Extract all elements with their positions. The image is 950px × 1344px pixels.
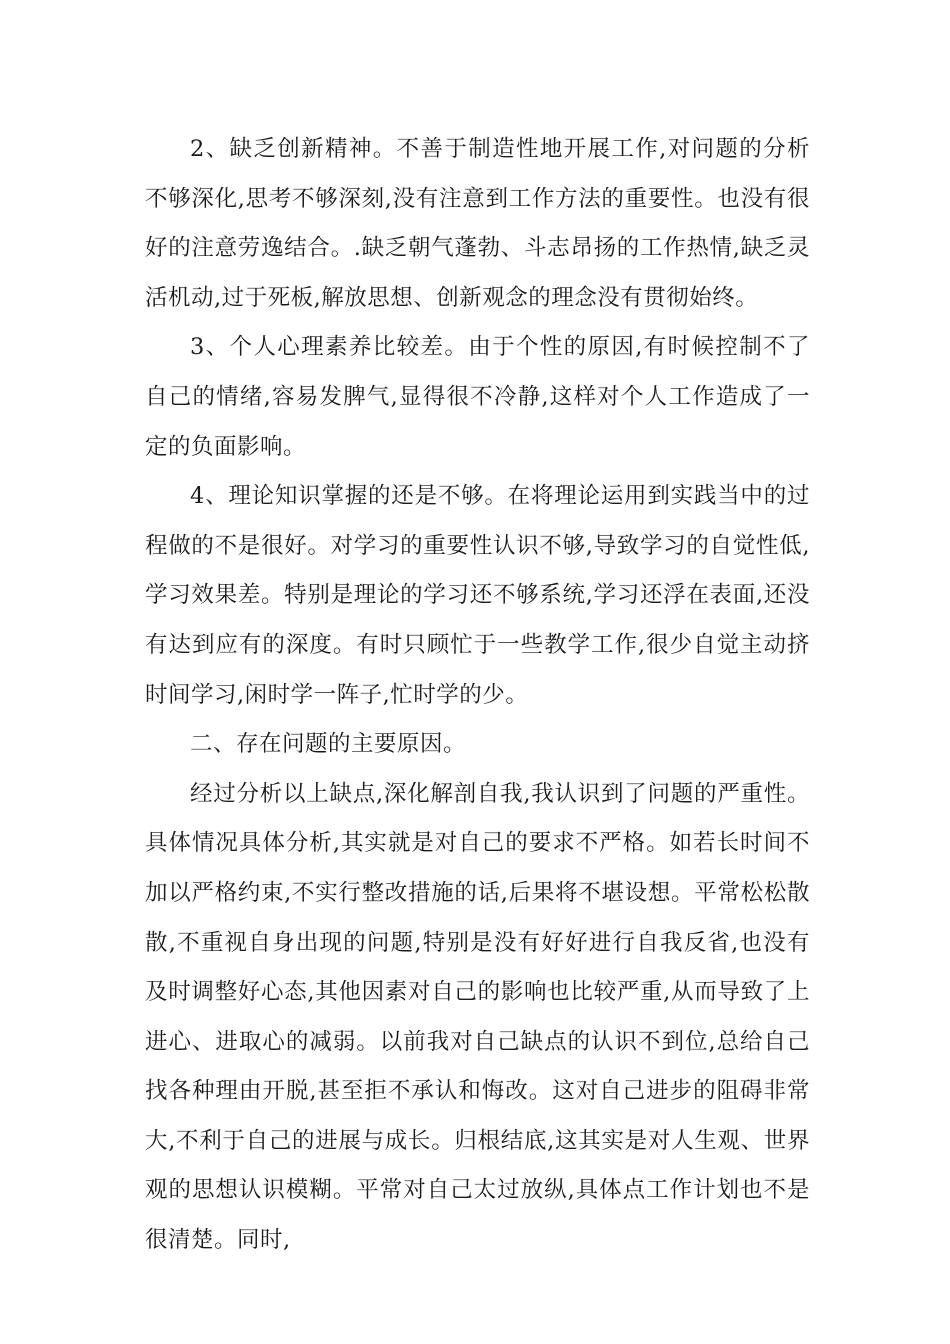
paragraph-innovation: 2、缺乏创新精神。不善于制造性地开展工作,对问题的分析不够深化,思考不够深刻,没有注意到工作方法的重要性。也没有很好的注意劳逸结合。.缺乏朝气蓬勃、斗志昂扬的工作热情,缺乏灵活机动,过于死板,解放思想、创新观念的理念没有贯彻始终。 [145,136,810,311]
paragraph-psychology: 3、个人心理素养比较差。由于个性的原因,有时候控制不了自己的情绪,容易发脾气,显得很不冷静,这样对个人工作造成了一定的负面影响。 [145,334,810,460]
document-body [145,125,810,1266]
section-heading-causes: 二、存在问题的主要原因。 [190,731,467,758]
paragraph-theory: 4、理论知识掌握的还是不够。在将理论运用到实践当中的过程做的不是很好。对学习的重要性认识不够,导致学习的自觉性低,学习效果差。特别是理论的学习还不够系统,学习还浮在表面,还没有达到应有的深度。有时只顾忙于一些教学工作,很少自觉主动挤时间学习,闲时学一阵子,忙时学的少。 [145,483,810,708]
paragraph-analysis: 经过分析以上缺点,深化解剖自我,我认识到了问题的严重性。具体情况具体分析,其实就是对自己的要求不严格。如若长时间不加以严格约束,不实行整改措施的话,后果将不堪设想。平常松松散散,不重视自身出现的问题,特别是没有好好进行自我反省,也没有及时调整好心态,其他因素对自己的影响也比较严重,从而导致了上进心、进取心的减弱。以前我对自己缺点的认识不到位,总给自己找各种理由开脱,甚至拒不承认和悔改。这对自己进步的阻碍非常大,不利于自己的进展与成长。归根结底,这其实是对人生观、世界观的思想认识模糊。平常对自己太过放纵,具体点工作计划也不是很清楚。同时, [145,780,810,1254]
